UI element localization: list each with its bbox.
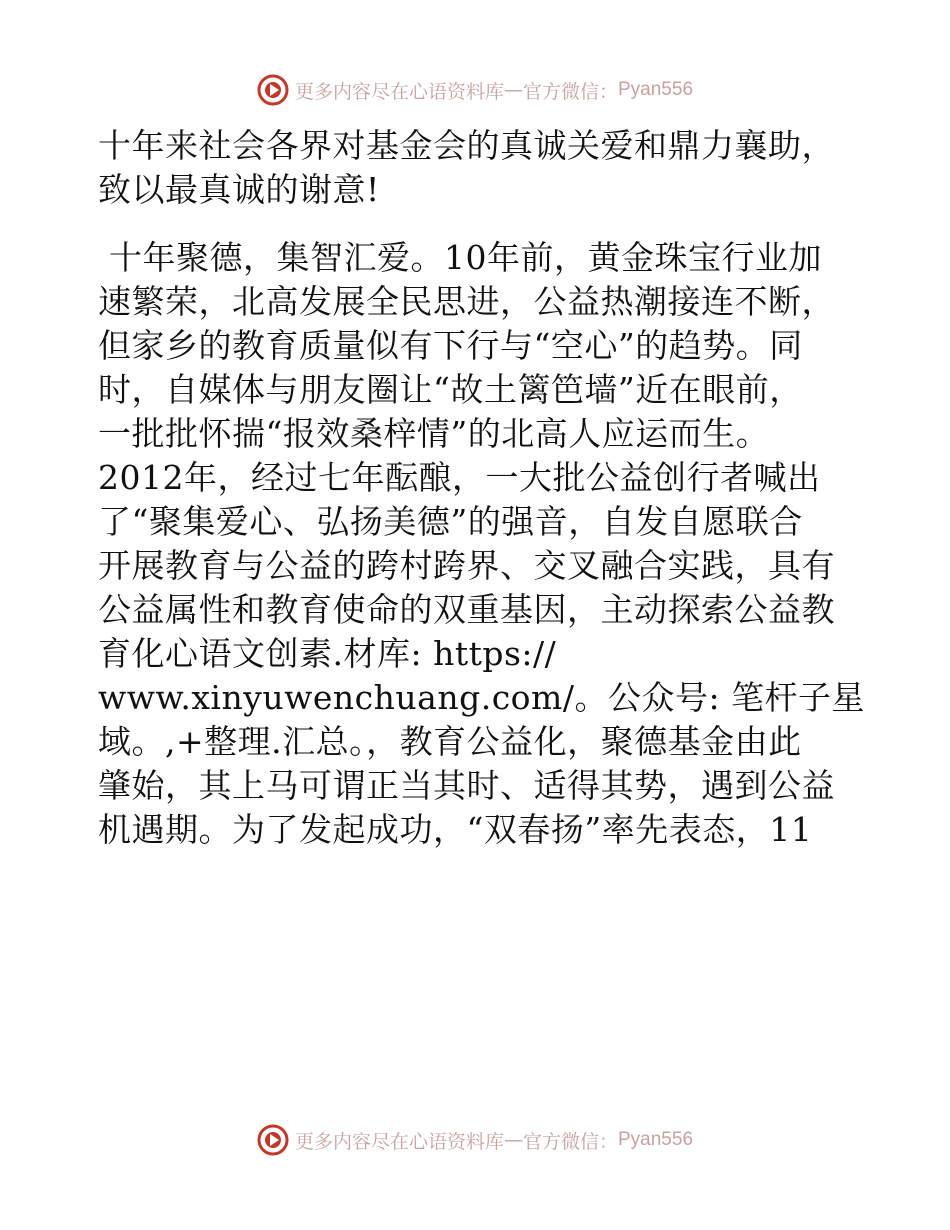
text-line: 域。,+整理.汇总。，教育公益化，聚德基金由此 [98,722,802,761]
text-line: 致以最真诚的谢意! [98,170,380,209]
red-circle-logo-icon [257,74,289,106]
document-body [98,124,866,852]
text-line: 但家乡的教育质量似有下行与“空心”的趋势。同 [98,326,803,365]
banner-separator: — [503,1129,523,1151]
text-line: 速繁荣，北高发展全民思进，公益热潮接连不断， [98,282,835,321]
banner-contact-label: 官方微信： [522,1130,618,1153]
text-line: www.xinyuwenchuang.com/。公众号: 笔杆子星 [98,678,866,717]
paragraph-1 [98,124,858,212]
banner-contact-id: Pyan556 [618,1129,694,1150]
banner-contact-label: 官方微信： [522,80,618,103]
text-line: 公益属性和教育使命的双重基因，主动探索公益教 [98,590,835,629]
text-line: 十年聚德，集智汇爱。10年前，黄金珠宝行业加 [98,238,822,277]
text-line: 机遇期。为了发起成功，“双春扬”率先表态，11 [98,810,813,849]
header-banner [0,68,950,112]
text-line: 了“聚集爱心、弘扬美德”的强音，自发自愿联合 [98,502,803,541]
banner-brand-text: 更多内容尽在心语资料库 [294,80,504,103]
banner-separator: — [503,79,523,101]
text-line: 2012年，经过七年酝酿，一大批公益创行者喊出 [98,458,821,497]
footer-banner [0,1118,950,1162]
paragraph-2 [98,236,866,852]
text-line: 时，自媒体与朋友圈让“故土篱笆墙”近在眼前， [98,370,803,409]
text-line: 开展教育与公益的跨村跨界、交叉融合实践，具有 [98,546,835,585]
banner-contact-id: Pyan556 [618,79,694,100]
text-line: 肇始，其上马可谓正当其时、适得其势，遇到公益 [98,766,835,805]
text-line: 育化心语文创素.材库: https:// [98,634,557,673]
banner-brand-text: 更多内容尽在心语资料库 [294,1130,504,1153]
red-circle-logo-icon [257,1124,289,1156]
text-line: 十年来社会各界对基金会的真诚关爱和鼎力襄助， [98,126,835,165]
text-line: 一批批怀揣“报效桑梓情”的北高人应运而生。 [98,414,770,453]
